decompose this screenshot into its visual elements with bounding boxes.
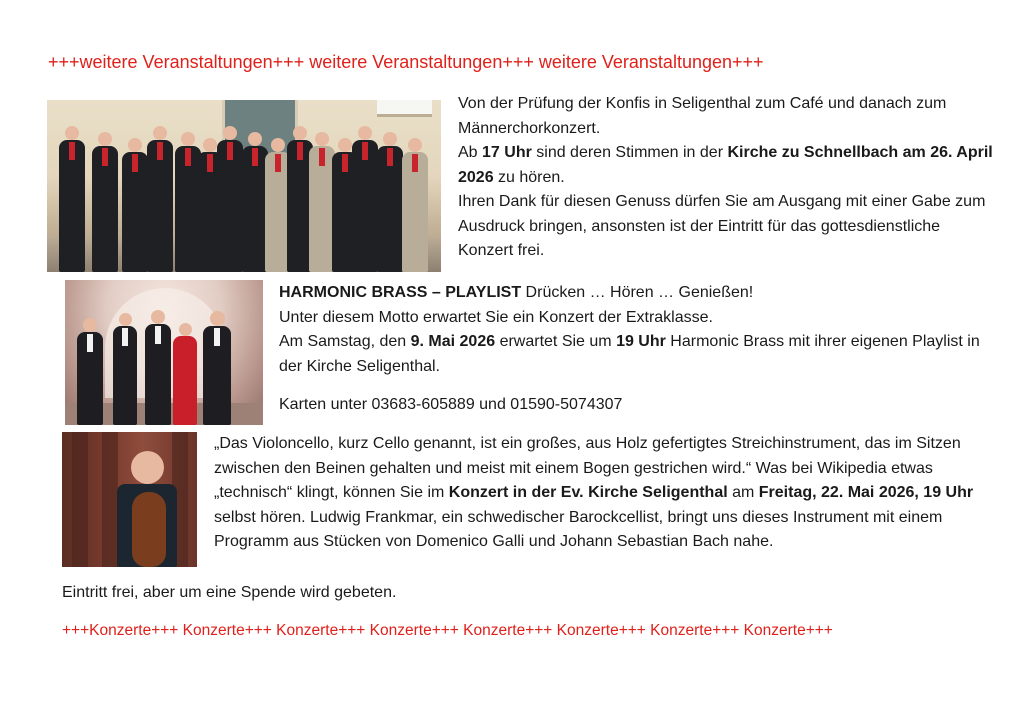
event1-when-mid: sind deren Stimmen in der <box>531 144 728 161</box>
person-silhouette <box>173 336 197 425</box>
event1-text <box>458 92 998 264</box>
person-head <box>119 313 132 326</box>
person-head <box>153 126 167 140</box>
pillar-shape <box>102 432 118 567</box>
brass-photo <box>65 280 263 425</box>
person-silhouette <box>147 140 173 272</box>
person-head <box>248 132 262 146</box>
person-head <box>315 132 329 146</box>
event2-headline <box>279 281 999 306</box>
person-silhouette <box>145 324 171 425</box>
event1-thanks: Ihren Dank für diesen Genuss dürfen Sie am Ausgang mit einer Gabe zum Ausdruck bringen, ansonsten ist der Eintritt für das gottesdienstliche Konzert frei. <box>458 193 986 259</box>
person-silhouette <box>122 152 148 272</box>
pillar-shape <box>72 432 88 567</box>
event3-am: am <box>727 484 759 501</box>
event2-when-post: Harmonic Brass mit ihrer eigenen Playlist in der Kirche Seligenthal. <box>279 333 980 375</box>
person-head <box>408 138 422 152</box>
person-head <box>203 138 217 152</box>
person-head <box>131 451 164 484</box>
event2-tickets: Karten unter 03683-605889 und 01590-5074307 <box>279 396 623 413</box>
window-shape <box>377 100 432 117</box>
event2-date: 9. Mai 2026 <box>410 333 496 350</box>
event3-datetime: Freitag, 22. Mai 2026, 19 Uhr <box>758 484 974 501</box>
person-head <box>83 318 97 332</box>
event2-tagline: Drücken … Hören … Genießen! <box>521 284 754 301</box>
cello-photo <box>62 432 197 567</box>
person-head <box>293 126 307 140</box>
event2-when-pre: Am Samstag, den <box>279 333 411 350</box>
person-silhouette <box>402 152 428 272</box>
event1-intro: Von der Prüfung der Konfis in Seligenthal zum Café und danach zum Männerchorkonzert. <box>458 95 947 137</box>
person-silhouette <box>217 140 243 272</box>
bottom-banner: +++Konzerte+++ Konzerte+++ Konzerte+++ Konzerte+++ Konzerte+++ Konzerte+++ Konzerte+++ Konzerte+++ <box>62 622 833 639</box>
choir-photo <box>47 100 441 272</box>
person-head <box>210 311 225 326</box>
event2-motto: Unter diesem Motto erwartet Sie ein Konzert der Extraklasse. <box>279 308 713 326</box>
cello-instrument <box>132 492 166 567</box>
person-head <box>181 132 195 146</box>
event2-when <box>279 330 999 379</box>
person-head <box>338 138 352 152</box>
event2-when-mid: erwartet Sie um <box>495 333 617 350</box>
person-silhouette <box>203 326 231 425</box>
person-silhouette <box>352 140 378 272</box>
top-banner: +++weitere Veranstaltungen+++ weitere Veranstaltungen+++ weitere Veranstaltungen+++ <box>48 52 764 72</box>
person-head <box>358 126 372 140</box>
person-head <box>179 323 192 336</box>
person-silhouette <box>77 332 103 425</box>
person-silhouette <box>59 140 85 272</box>
event3-venue: Konzert in der Ev. Kirche Seligenthal <box>448 484 728 501</box>
person-silhouette <box>113 326 137 425</box>
event3-text <box>214 432 1004 555</box>
event2-title: HARMONIC BRASS – PLAYLIST <box>279 284 522 301</box>
event3-body <box>214 432 1004 555</box>
person-head <box>223 126 237 140</box>
event1-when-pre: Ab <box>458 144 483 161</box>
person-silhouette <box>377 146 403 272</box>
event1-when-post: zu hören. <box>493 168 565 186</box>
person-head <box>271 138 285 152</box>
event1-place-date: Kirche zu Schnellbach am 26. April 2026 <box>458 144 993 186</box>
event3-rest: selbst hören. Ludwig Frankmar, ein schwedischer Barockcellist, bringt uns dieses Instrument mit einem Programm aus Stücken von Domenico Galli und Johann Sebastian Bach nahe. <box>214 508 943 550</box>
event2-time: 19 Uhr <box>616 333 666 350</box>
person-head <box>65 126 79 140</box>
event2-text <box>279 281 999 418</box>
person-head <box>383 132 397 146</box>
person-head <box>128 138 142 152</box>
person-head <box>151 310 165 324</box>
event3-quote: „Das Violoncello, kurz Cello genannt, ist ein großes, aus Holz gefertigtes Streichinstrument, das im Sitzen zwischen den Beinen gehalten und meist mit einem Bogen gestrichen wird.“ Was bei Wikipedia etwas „technisch“ klingt, können Sie im <box>214 435 961 501</box>
person-head <box>98 132 112 146</box>
event1-time: 17 Uhr <box>482 144 532 161</box>
event3-entry: Eintritt frei, aber um eine Spende wird gebeten. <box>62 584 397 601</box>
person-silhouette <box>92 146 118 272</box>
event1-when <box>458 141 998 190</box>
